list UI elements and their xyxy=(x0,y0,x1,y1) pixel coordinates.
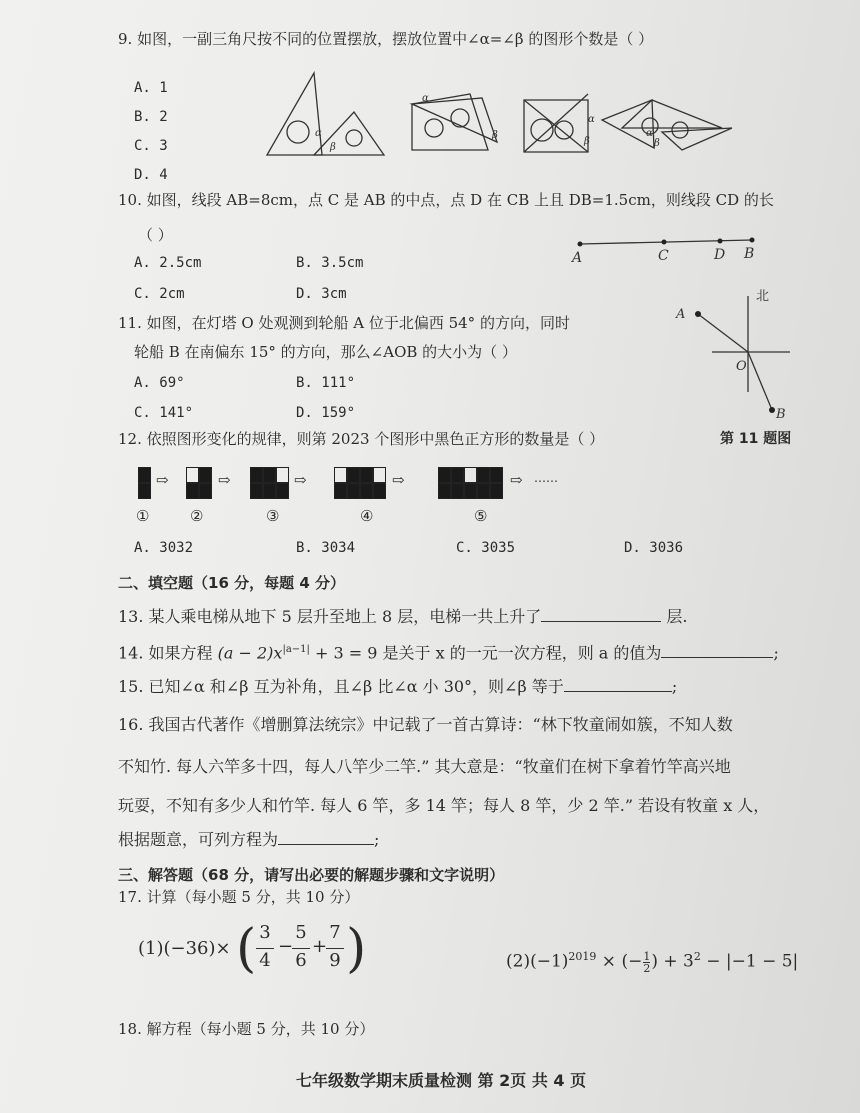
pattern-square xyxy=(276,483,289,499)
q9-option-d: D. 4 xyxy=(134,167,168,183)
q14-prefix: 14. 如果方程 xyxy=(118,643,213,663)
q14-equation-tail: + 3 = 9 xyxy=(309,643,378,663)
q17-part2-end: − |−1 − 5| xyxy=(700,951,799,972)
pattern-square xyxy=(250,467,263,483)
pattern-number-2: ② xyxy=(190,507,204,525)
section-3-heading: 三、解答题（68 分，请写出必要的解题步骤和文字说明） xyxy=(118,866,505,884)
q16-answer-blank[interactable] xyxy=(278,830,374,845)
pattern-number-1: ① xyxy=(136,507,150,525)
q16-line-4 xyxy=(118,830,379,849)
q17-part2-base: (2)(−1) xyxy=(506,951,569,972)
section-2-heading: 二、填空题（16 分，每题 4 分） xyxy=(118,574,345,592)
pattern-number-5: ⑤ xyxy=(474,507,488,525)
pattern-square xyxy=(490,467,503,483)
pattern-square xyxy=(334,467,347,483)
pattern-square xyxy=(464,467,477,483)
q17-part1-prefix: (1)(−36)× xyxy=(138,938,231,959)
q10-stem: 10. 如图，线段 AB=8cm，点 C 是 AB 的中点，点 D 在 CB 上且 DB=1.5cm，则线段 CD 的长 xyxy=(118,191,774,209)
page-footer: 七年级数学期末质量检测 第 2页 共 4 页 xyxy=(296,1071,587,1090)
q15-answer-blank[interactable] xyxy=(564,677,672,692)
pattern-square xyxy=(186,483,199,499)
q11-option-c: C. 141° xyxy=(134,405,194,421)
q15-text: 15. 已知∠α 和∠β 互为补角，且∠β 比∠α 小 30°，则∠β 等于 xyxy=(118,677,564,696)
q14-suffix: ; xyxy=(773,643,779,663)
q9-label-alpha-1: α xyxy=(315,128,322,139)
q11-point-o: O xyxy=(736,359,747,374)
q13-line xyxy=(118,607,687,626)
pattern-square xyxy=(451,467,464,483)
pattern-square xyxy=(334,483,347,499)
q10-point-a: A xyxy=(572,250,583,266)
q11-bearing-figure xyxy=(672,282,802,427)
q12-option-d: D. 3036 xyxy=(624,540,684,556)
q14-answer-blank[interactable] xyxy=(661,643,773,658)
pattern-square xyxy=(276,467,289,483)
q17-frac3-den: 9 xyxy=(329,950,341,971)
pattern-square xyxy=(199,483,212,499)
q9-stem: 9. 如图，一副三角尺按不同的位置摆放，摆放位置中∠α=∠β 的图形个数是（ ） xyxy=(118,30,654,48)
q17-frac1-den: 4 xyxy=(259,950,271,971)
pattern-square xyxy=(347,483,360,499)
pattern-arrow: ⇨ xyxy=(392,471,405,489)
q12-option-c: C. 3035 xyxy=(456,540,516,556)
q9-label-alpha-2: α xyxy=(422,93,429,104)
pattern-square xyxy=(477,483,490,499)
q9-triangle-figures xyxy=(262,70,782,160)
pattern-square xyxy=(360,483,373,499)
pattern-square xyxy=(438,467,451,483)
q9-label-alpha-3: α xyxy=(588,114,595,125)
q17-part2-mid: × (− xyxy=(596,951,643,972)
q16-line-3: 玩耍，不知有多少人和竹竿. 每人 6 竿，多 14 竿；每人 8 竿，少 2 竿.” 若设有牧童 x 人， xyxy=(118,796,770,815)
q17-part2-frac-num: 1 xyxy=(643,949,651,963)
q9-label-alpha-4: α xyxy=(646,128,653,139)
q10-paren: （ ） xyxy=(138,226,173,244)
q12-option-b: B. 3034 xyxy=(296,540,356,556)
q9-label-beta-2: β xyxy=(492,130,498,141)
q12-option-a: A. 3032 xyxy=(134,540,194,556)
q17-part2-tail: ) + 3 xyxy=(651,951,694,972)
pattern-square xyxy=(186,467,199,483)
q17-frac1-num: 3 xyxy=(259,922,271,943)
pattern-square xyxy=(199,467,212,483)
q17-frac2-num: 5 xyxy=(295,922,307,943)
pattern-square xyxy=(360,467,373,483)
q17-frac2-den: 6 xyxy=(295,950,307,971)
q16-prompt: 根据题意，可列方程为 xyxy=(118,830,279,849)
q10-option-c: C. 2cm xyxy=(134,286,185,302)
pattern-square xyxy=(138,483,151,499)
pattern-square xyxy=(373,467,386,483)
q9-option-b: B. 2 xyxy=(134,109,168,125)
q16-line-2: 不知竹. 每人六竿多十四，每人八竿少二竿.” 其大意是：“牧童们在树下拿着竹竿高兴地 xyxy=(118,757,731,776)
q17-part2-exp2: 2 xyxy=(693,950,701,963)
q14-middle: 是关于 x 的一元一次方程，则 a 的值为 xyxy=(382,643,662,663)
q17-op1: − xyxy=(278,936,294,957)
pattern-ellipsis: …… xyxy=(534,471,558,485)
q17-right-paren: ) xyxy=(346,919,367,979)
pattern-number-4: ④ xyxy=(360,507,374,525)
q11-option-b: B. 111° xyxy=(296,375,356,391)
pattern-arrow: ⇨ xyxy=(218,471,231,489)
q14-equation: (a − 2)x xyxy=(217,643,283,663)
pattern-square xyxy=(438,483,451,499)
q9-label-beta-1: β xyxy=(330,142,336,153)
pattern-square xyxy=(263,467,276,483)
pattern-square xyxy=(490,483,503,499)
q12-stem: 12. 依照图形变化的规律，则第 2023 个图形中黑色正方形的数量是（ ） xyxy=(118,430,605,448)
q10-segment-figure xyxy=(570,232,770,272)
q17-part2 xyxy=(506,948,798,974)
pattern-square xyxy=(263,483,276,499)
q11-point-b: B xyxy=(776,407,786,422)
q13-answer-blank[interactable] xyxy=(541,607,661,622)
q10-point-b: B xyxy=(744,246,755,262)
q17-left-paren: ( xyxy=(236,919,257,979)
q10-point-c: C xyxy=(658,248,669,264)
q13-text: 13. 某人乘电梯从地下 5 层升至地上 8 层，电梯一共上升了 xyxy=(118,607,542,626)
q18-stem: 18. 解方程（每小题 5 分，共 10 分） xyxy=(118,1020,375,1038)
q17-stem: 17. 计算（每小题 5 分，共 10 分） xyxy=(118,888,360,906)
pattern-square xyxy=(464,483,477,499)
pattern-square xyxy=(138,467,151,483)
q17-part2-frac-den: 2 xyxy=(643,961,651,975)
q10-point-d: D xyxy=(714,247,726,263)
q14-exponent: |a−1| xyxy=(282,644,310,655)
q11-stem-line2: 轮船 B 在南偏东 15° 的方向，那么∠AOB 的大小为（ ） xyxy=(134,343,517,361)
q17-op2: + xyxy=(312,936,328,957)
q10-option-d: D. 3cm xyxy=(296,286,347,302)
pattern-square xyxy=(451,483,464,499)
q11-stem-line1: 11. 如图，在灯塔 O 处观测到轮船 A 位于北偏西 54° 的方向，同时 xyxy=(118,314,570,332)
q14-line xyxy=(118,641,779,662)
q10-option-a: A. 2.5cm xyxy=(134,255,202,271)
q10-option-b: B. 3.5cm xyxy=(296,255,364,271)
pattern-square xyxy=(347,467,360,483)
pattern-arrow: ⇨ xyxy=(510,471,523,489)
q11-point-a: A xyxy=(676,307,686,322)
q16-line-1: 16. 我国古代著作《增删算法统宗》中记载了一首古算诗：“林下牧童闹如簇，不知人数 xyxy=(118,715,733,734)
pattern-square xyxy=(373,483,386,499)
q11-north-label: 北 xyxy=(756,289,770,304)
q9-label-beta-3: β xyxy=(584,136,590,147)
q17-frac3-num: 7 xyxy=(329,922,341,943)
q11-caption: 第 11 题图 xyxy=(720,431,792,447)
q15-line xyxy=(118,677,677,696)
q9-option-c: C. 3 xyxy=(134,138,168,154)
pattern-number-3: ③ xyxy=(266,507,280,525)
q9-option-a: A. 1 xyxy=(134,80,168,96)
q17-part2-exp: 2019 xyxy=(568,950,597,963)
pattern-square xyxy=(250,483,263,499)
q11-option-d: D. 159° xyxy=(296,405,356,421)
q16-suffix: ; xyxy=(374,830,380,849)
q15-suffix: ; xyxy=(671,677,678,696)
q11-option-a: A. 69° xyxy=(134,375,185,391)
pattern-square xyxy=(477,467,490,483)
q9-label-beta-4: β xyxy=(654,138,660,149)
q13-suffix: 层. xyxy=(666,607,688,626)
pattern-arrow: ⇨ xyxy=(156,471,169,489)
pattern-arrow: ⇨ xyxy=(294,471,307,489)
